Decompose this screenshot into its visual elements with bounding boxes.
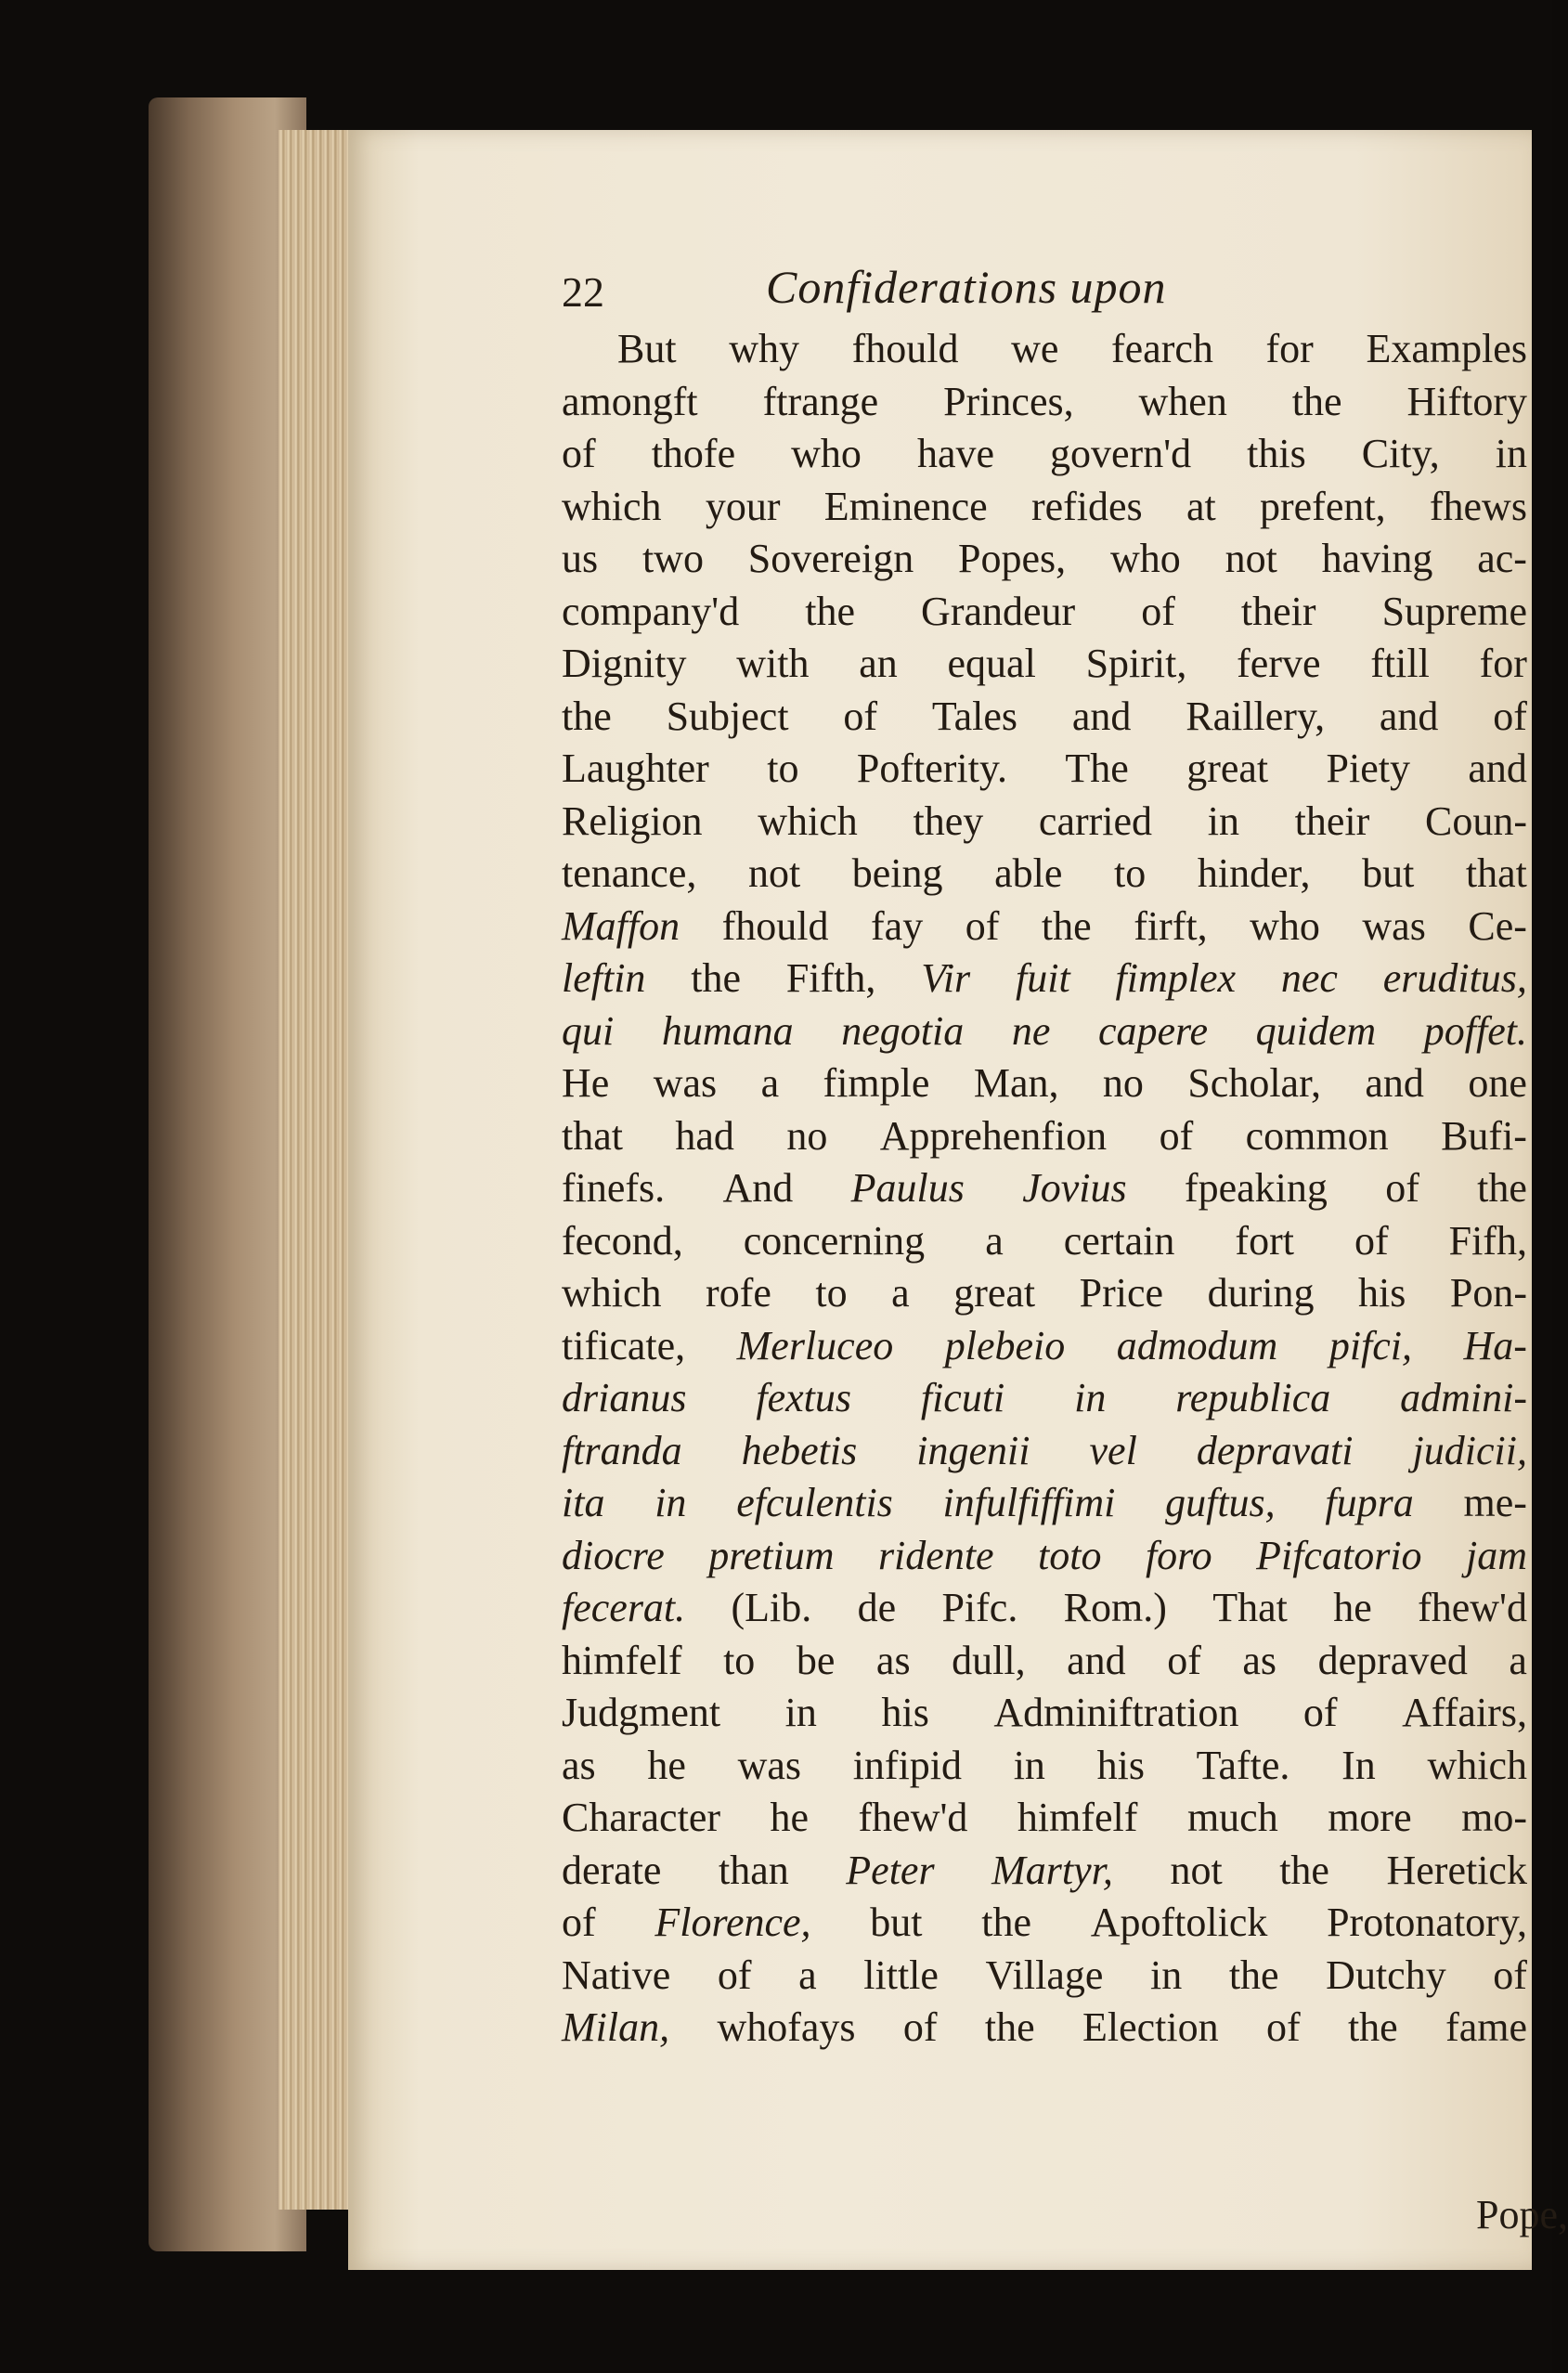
text-line <box>562 1110 1527 1163</box>
word: pifci, <box>1328 1322 1413 1368</box>
text-line <box>562 323 1527 376</box>
word: Princes, <box>943 378 1074 424</box>
word: not <box>1170 1847 1223 1893</box>
word: drianus <box>562 1375 687 1420</box>
word: Jovius <box>1022 1165 1127 1211</box>
text-line <box>562 533 1527 586</box>
word: eruditus, <box>1382 955 1527 1001</box>
word: when <box>1138 378 1227 424</box>
word: Fifh, <box>1448 1217 1527 1264</box>
word: Character <box>562 1795 720 1840</box>
word: of <box>1493 693 1527 739</box>
word: foro <box>1145 1532 1212 1578</box>
text-line <box>562 901 1527 953</box>
word: not <box>1225 536 1277 581</box>
word: Pifcatorio <box>1256 1532 1422 1578</box>
word: Milan, <box>562 2004 670 2050</box>
text-line <box>562 1740 1527 1793</box>
word: Apprehenfion <box>879 1112 1108 1159</box>
word: capere <box>1097 1007 1209 1054</box>
word: fort <box>1235 1217 1294 1264</box>
word: vel <box>1089 1427 1137 1473</box>
word: who <box>791 431 862 476</box>
word: fhould <box>851 326 959 371</box>
word: ftill <box>1370 641 1430 686</box>
running-title: Confiderations upon <box>766 261 1167 313</box>
word: to <box>1114 850 1147 896</box>
word: their <box>1294 797 1370 844</box>
word: Fifth, <box>785 955 876 1001</box>
word: Vir <box>921 955 971 1001</box>
word: prefent, <box>1260 483 1386 529</box>
word: of <box>717 1952 752 1998</box>
word: depravati <box>1196 1427 1354 1473</box>
word: we <box>1011 326 1059 371</box>
word: Subject <box>666 693 789 739</box>
word: of <box>1159 1112 1194 1159</box>
text-line <box>562 796 1527 849</box>
word: admodum <box>1116 1322 1278 1368</box>
word: as <box>1242 1637 1277 1683</box>
word: of <box>965 902 1000 949</box>
text-line <box>562 1582 1527 1635</box>
word: the <box>1347 2004 1398 2050</box>
word: Popes, <box>958 536 1067 581</box>
word: which <box>758 797 858 844</box>
text-line <box>562 1215 1527 1268</box>
word: ridente <box>877 1532 994 1578</box>
word: fhew'd <box>1418 1585 1527 1630</box>
text-line <box>562 1162 1527 1215</box>
word: guftus, <box>1165 1480 1276 1525</box>
word: the <box>805 588 856 634</box>
word: republica <box>1175 1375 1331 1420</box>
word: the <box>1279 1847 1329 1893</box>
catchword: Pope, <box>1476 2192 1568 2237</box>
word: Raillery, <box>1186 693 1326 739</box>
word: of <box>1141 588 1175 634</box>
word: which <box>562 1270 662 1316</box>
word: the <box>562 693 612 739</box>
word: in <box>1013 1742 1045 1788</box>
word: of <box>1167 1637 1201 1683</box>
word: humana <box>661 1007 794 1054</box>
word: fame <box>1445 2004 1527 2050</box>
word: fextus <box>756 1375 851 1420</box>
word: that <box>562 1112 623 1159</box>
page-edges <box>279 130 353 2210</box>
text-line <box>562 1477 1527 1530</box>
word: Scholar, <box>1187 1060 1321 1106</box>
word: his <box>881 1690 929 1735</box>
word: qui <box>562 1007 615 1054</box>
word: Tafte. <box>1196 1742 1290 1788</box>
text-line <box>562 848 1527 901</box>
word: Piety <box>1326 746 1410 791</box>
word: in <box>1149 1952 1183 1998</box>
text-line <box>562 481 1527 534</box>
word: at <box>1186 483 1216 529</box>
word: who <box>1109 536 1181 581</box>
word: and <box>1468 746 1527 791</box>
word: ne <box>1011 1007 1051 1054</box>
word: in <box>654 1480 687 1525</box>
word: fupra <box>1325 1480 1414 1525</box>
word: no <box>786 1112 828 1159</box>
word: Affairs, <box>1402 1690 1527 1735</box>
word: fhew'd <box>858 1795 968 1840</box>
word: Adminiftration <box>993 1690 1239 1735</box>
word: one <box>1468 1060 1527 1106</box>
word: Bufi- <box>1441 1112 1527 1159</box>
word: poffet. <box>1423 1007 1527 1054</box>
word: the <box>1041 902 1092 949</box>
word: infulfiffimi <box>942 1480 1116 1525</box>
word: the <box>1291 378 1342 424</box>
word: amongft <box>562 378 698 424</box>
word: admini- <box>1400 1375 1527 1420</box>
word: Eminence <box>823 483 988 529</box>
word: firft, <box>1134 902 1208 949</box>
word: but <box>870 1900 923 1945</box>
word: Election <box>1082 2004 1219 2050</box>
word: this <box>1247 431 1306 476</box>
word: fpeaking <box>1184 1165 1328 1211</box>
word: Pofterity. <box>856 746 1007 791</box>
word: quidem <box>1255 1007 1377 1054</box>
word: as <box>562 1742 596 1788</box>
word: and <box>1379 693 1439 739</box>
word: not <box>747 850 801 896</box>
word: ingenii <box>916 1427 1030 1473</box>
word: the <box>981 1900 1031 1945</box>
word: have <box>916 431 994 476</box>
word: great <box>1186 746 1269 791</box>
text-line <box>562 1372 1527 1425</box>
word: efculentis <box>736 1480 893 1525</box>
page-number: 22 <box>562 268 604 316</box>
text-line <box>562 1425 1527 1478</box>
word: Hiftory <box>1406 378 1527 424</box>
word: much <box>1186 1795 1278 1840</box>
word: of <box>902 2004 938 2050</box>
word: Dutchy <box>1326 1952 1446 1998</box>
word: the <box>1477 1165 1527 1211</box>
word: in <box>784 1690 817 1735</box>
text-line <box>562 1845 1527 1898</box>
word: Religion <box>562 797 703 844</box>
word: Heretick <box>1386 1847 1527 1893</box>
word: why <box>729 326 799 371</box>
word: Ha- <box>1463 1322 1527 1368</box>
word: of <box>1493 1952 1527 1998</box>
word: carried <box>1038 797 1153 844</box>
word: was <box>653 1060 718 1106</box>
text-line <box>562 1635 1527 1688</box>
word: Man, <box>973 1060 1059 1106</box>
word: of <box>1302 1690 1338 1735</box>
word: City, <box>1361 431 1440 476</box>
word: diocre <box>562 1532 665 1578</box>
word: of <box>562 1900 596 1945</box>
text-line <box>562 586 1527 639</box>
word: fecond, <box>562 1217 683 1264</box>
word: Rom.) <box>1063 1585 1167 1630</box>
word: thofe <box>651 431 736 476</box>
word: common <box>1245 1112 1389 1159</box>
word: of <box>562 431 596 476</box>
word: to <box>815 1270 848 1316</box>
word: Maffon <box>562 902 680 949</box>
word: concerning <box>743 1217 926 1264</box>
word: Examples <box>1366 326 1527 371</box>
word: Judgment <box>562 1690 721 1735</box>
word: Sovereign <box>747 536 914 581</box>
word: able <box>994 850 1063 896</box>
word: of <box>1354 1217 1389 1264</box>
word: to <box>723 1637 756 1683</box>
word: And <box>722 1165 794 1211</box>
word: for <box>1265 326 1314 371</box>
word: was <box>1362 902 1426 949</box>
word: Peter <box>846 1847 935 1893</box>
word: ficuti <box>920 1375 1005 1420</box>
word: us <box>562 536 599 581</box>
word: fuit <box>1016 955 1070 1001</box>
text-line <box>562 1005 1527 1058</box>
word: equal <box>947 641 1036 686</box>
word: for <box>1479 641 1527 686</box>
word: ftrange <box>762 378 879 424</box>
text-line <box>562 691 1527 744</box>
word: In <box>1341 1742 1376 1788</box>
word: he <box>770 1795 810 1840</box>
word: in <box>1495 431 1527 476</box>
word: depraved <box>1317 1637 1468 1683</box>
text-line <box>562 376 1527 429</box>
word: during <box>1207 1270 1315 1316</box>
word: with <box>736 641 810 686</box>
word: of <box>1265 2004 1301 2050</box>
word: Dignity <box>562 641 687 686</box>
text-line <box>562 428 1527 481</box>
word: Pon- <box>1449 1270 1527 1316</box>
word: fecerat. <box>562 1585 686 1630</box>
word: two <box>641 536 704 581</box>
word: he <box>647 1742 686 1788</box>
word: Protonatory, <box>1327 1900 1527 1945</box>
text-line <box>562 743 1527 796</box>
text-line <box>562 1530 1527 1583</box>
word: than <box>719 1847 789 1893</box>
body-text <box>562 323 1527 2055</box>
word: but <box>1362 850 1415 896</box>
word: a <box>891 1270 910 1316</box>
word: pretium <box>708 1532 835 1578</box>
word: your <box>705 483 781 529</box>
word: ac- <box>1477 536 1527 581</box>
word: more <box>1328 1795 1412 1840</box>
word: an <box>859 641 898 686</box>
word: Merluceo <box>736 1322 894 1368</box>
word: and <box>1071 693 1132 739</box>
word: govern'd <box>1050 431 1192 476</box>
word: himfelf <box>1017 1795 1138 1840</box>
word: Grandeur <box>921 588 1076 634</box>
text-line <box>562 1320 1527 1373</box>
word: as <box>875 1637 911 1683</box>
word: Martyr, <box>991 1847 1113 1893</box>
text-line <box>562 1687 1527 1740</box>
word: a <box>760 1060 780 1106</box>
word: and <box>1365 1060 1424 1106</box>
word: toto <box>1038 1532 1102 1578</box>
word: me- <box>1463 1480 1527 1525</box>
word: he <box>1333 1585 1372 1630</box>
word: a <box>798 1952 817 1998</box>
word: being <box>851 850 943 896</box>
text-line <box>562 1792 1527 1845</box>
word: (Lib. <box>731 1585 812 1630</box>
word: derate <box>562 1847 662 1893</box>
text-line <box>562 638 1527 691</box>
word: That <box>1212 1585 1288 1630</box>
word: the <box>1228 1952 1279 1998</box>
word: which <box>562 483 662 529</box>
word: a <box>1509 1637 1527 1683</box>
word: Laughter <box>562 746 709 791</box>
word: Florence, <box>654 1900 811 1945</box>
word: Village <box>985 1952 1104 1998</box>
word: refides <box>1030 483 1143 529</box>
word: company'd <box>562 588 740 634</box>
word: fay <box>871 902 924 949</box>
word: the <box>691 955 742 1001</box>
word: ferve <box>1237 641 1321 686</box>
text-line <box>562 1267 1527 1320</box>
word: de <box>857 1585 897 1630</box>
word: finefs. <box>562 1165 666 1211</box>
word: which <box>1427 1742 1527 1788</box>
word: fhews <box>1429 483 1527 529</box>
word: hebetis <box>741 1427 858 1473</box>
word: He <box>562 1060 610 1106</box>
word: no <box>1102 1060 1144 1106</box>
word: certain <box>1063 1217 1175 1264</box>
word: Tales <box>931 693 1018 739</box>
word: who <box>1250 902 1320 949</box>
word: the <box>984 2004 1035 2050</box>
word: of <box>1385 1165 1419 1211</box>
text-line <box>562 1057 1527 1110</box>
book-page <box>348 130 1568 2270</box>
word: hinder, <box>1197 850 1311 896</box>
word: ftranda <box>562 1427 682 1473</box>
word: whofays <box>717 2004 856 2050</box>
word: little <box>863 1952 939 1998</box>
word: Coun- <box>1424 797 1527 844</box>
word: The <box>1065 746 1129 791</box>
text-line <box>562 1897 1527 1950</box>
word: to <box>767 746 799 791</box>
word: tenance, <box>562 850 697 896</box>
word: tificate, <box>562 1322 686 1368</box>
word: leftin <box>562 955 646 1001</box>
word: jam <box>1466 1532 1527 1578</box>
word: Spirit, <box>1085 641 1187 686</box>
word: was <box>737 1742 801 1788</box>
word: dull, <box>952 1637 1026 1683</box>
word: great <box>953 1270 1036 1316</box>
word: Paulus <box>850 1165 965 1211</box>
word: Supreme <box>1381 588 1527 634</box>
word: mo- <box>1461 1795 1527 1840</box>
text-line <box>562 1950 1527 2003</box>
text-line <box>562 953 1527 1005</box>
word: in <box>1074 1375 1107 1420</box>
word: rofe <box>706 1270 771 1316</box>
word: nec <box>1280 955 1338 1001</box>
word: his <box>1357 1270 1406 1316</box>
word: and <box>1067 1637 1126 1683</box>
word: ita <box>562 1480 605 1525</box>
word: in <box>1207 797 1239 844</box>
word: fearch <box>1111 326 1213 371</box>
word: having <box>1321 536 1433 581</box>
word: Apoftolick <box>1090 1900 1268 1945</box>
word: a <box>985 1217 1004 1264</box>
word: Ce- <box>1468 902 1527 949</box>
word: fimplex <box>1115 955 1237 1001</box>
word: be <box>796 1637 836 1683</box>
text-line <box>562 2002 1527 2055</box>
word: But <box>617 326 677 371</box>
word: his <box>1096 1742 1145 1788</box>
word: Price <box>1079 1270 1164 1316</box>
word: that <box>1465 850 1527 896</box>
word: infipid <box>852 1742 963 1788</box>
word: fimple <box>823 1060 930 1106</box>
word: Pifc. <box>941 1585 1018 1630</box>
word: of <box>843 693 878 739</box>
word: himfelf <box>562 1637 682 1683</box>
word: their <box>1240 588 1316 634</box>
word: judicii, <box>1412 1427 1527 1473</box>
word: Native <box>562 1952 671 1998</box>
word: plebeio <box>944 1322 1066 1368</box>
word: negotia <box>841 1007 965 1054</box>
word: fhould <box>721 902 829 949</box>
word: had <box>675 1112 734 1159</box>
word: they <box>913 797 984 844</box>
